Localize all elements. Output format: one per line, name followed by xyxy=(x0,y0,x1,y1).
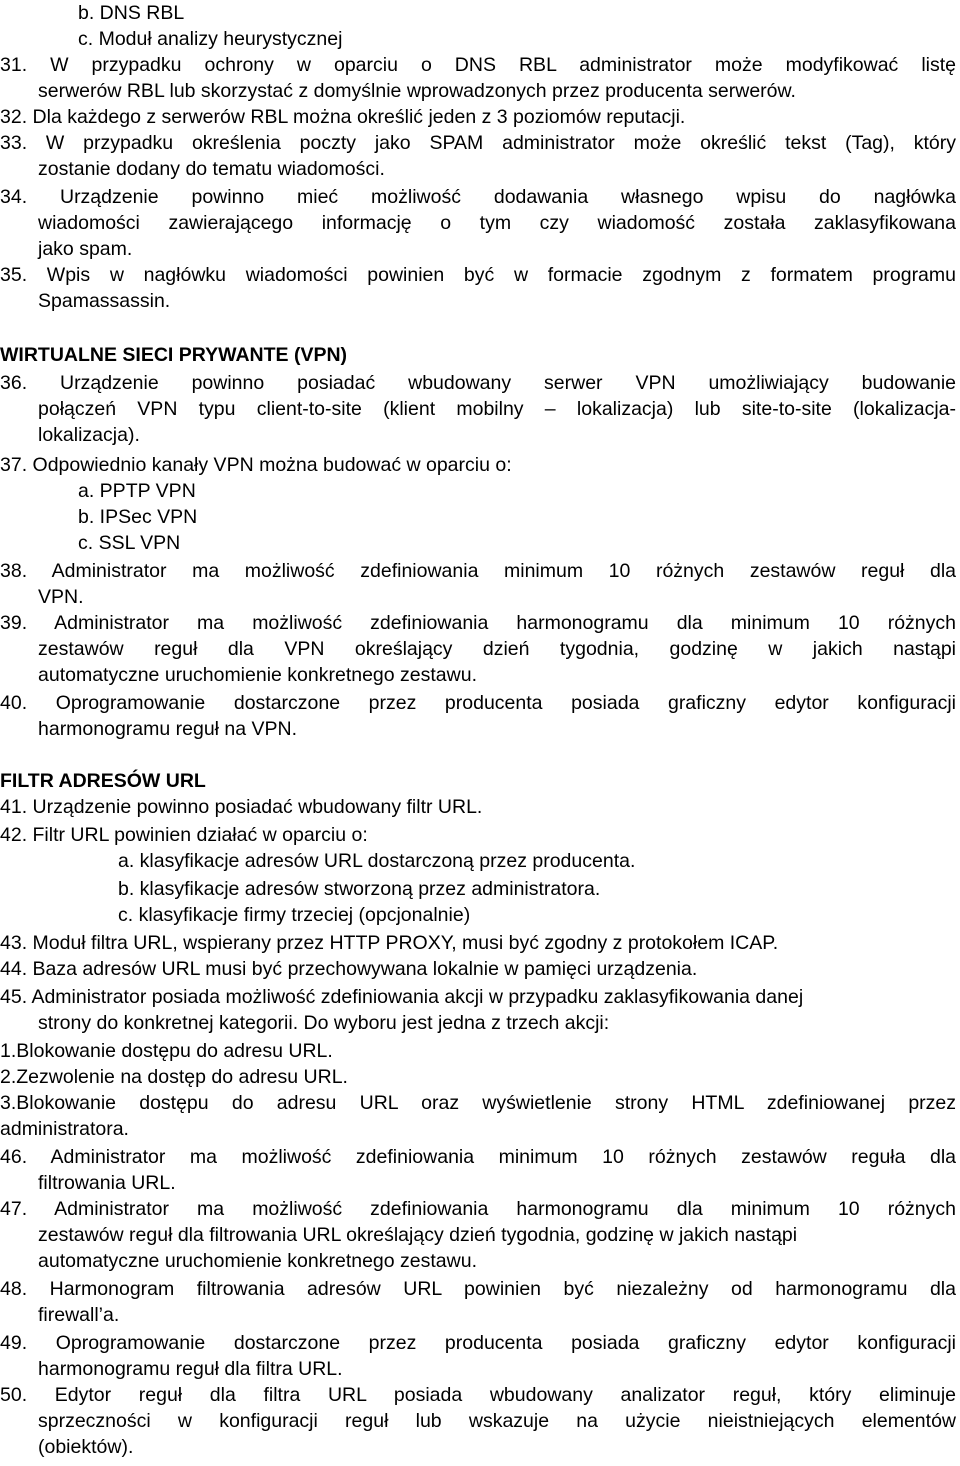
section-heading-vpn: WIRTUALNE SIECI PRYWANTE (VPN) xyxy=(0,344,348,366)
list-item: a. klasyfikacje adresów URL dostarczoną przez producenta. xyxy=(118,850,636,872)
list-item: 48. Harmonogram filtrowania adresów URL powinien być niezależny od harmonogramu dla xyxy=(0,1278,956,1300)
list-item: 35. Wpis w nagłówku wiadomości powinien być w formacie zgodnym z formatem programu xyxy=(0,264,956,286)
list-item: Spamassassin. xyxy=(38,290,171,312)
list-item: firewall’a. xyxy=(38,1304,120,1326)
list-item: VPN. xyxy=(38,586,84,608)
list-item: b. DNS RBL xyxy=(78,2,185,24)
list-item: zestawów reguł dla VPN określający dzień tygodnia, godzinę w jakich nastąpi xyxy=(38,638,956,660)
list-item: 31. W przypadku ochrony w oparciu o DNS RBL administrator może modyfikować listę xyxy=(0,54,956,76)
list-item: 38. Administrator ma możliwość zdefiniowania minimum 10 różnych zestawów reguł dla xyxy=(0,560,956,582)
list-item: harmonogramu reguł na VPN. xyxy=(38,718,298,740)
list-item: filtrowania URL. xyxy=(38,1172,176,1194)
list-item: c. klasyfikacje firmy trzeciej (opcjonalnie) xyxy=(118,904,471,926)
list-item: 33. W przypadku określenia poczty jako SPAM administrator może określić tekst (Tag), który xyxy=(0,132,956,154)
list-item: 36. Urządzenie powinno posiadać wbudowany serwer VPN umożliwiający budowanie xyxy=(0,372,956,394)
list-item: 2.Zezwolenie na dostęp do adresu URL. xyxy=(0,1066,348,1088)
list-item: 45. Administrator posiada możliwość zdefiniowania akcji w przypadku zaklasyfikowania danej xyxy=(0,986,804,1008)
list-item: c. Moduł analizy heurystycznej xyxy=(78,28,343,50)
list-item: 3.Blokowanie dostępu do adresu URL oraz wyświetlenie strony HTML zdefiniowanej przez xyxy=(0,1092,956,1114)
list-item: 37. Odpowiednio kanały VPN można budować w oparciu o: xyxy=(0,454,512,476)
list-item: a. PPTP VPN xyxy=(78,480,196,502)
list-item: 34. Urządzenie powinno mieć możliwość dodawania własnego wpisu do nagłówka xyxy=(0,186,956,208)
list-item: lokalizacja). xyxy=(38,424,140,446)
list-item: c. SSL VPN xyxy=(78,532,181,554)
list-item: 1.Blokowanie dostępu do adresu URL. xyxy=(0,1040,333,1062)
list-item: b. klasyfikacje adresów stworzoną przez administratora. xyxy=(118,878,601,900)
list-item: 49. Oprogramowanie dostarczone przez producenta posiada graficzny edytor konfiguracji xyxy=(0,1332,956,1354)
list-item: (obiektów). xyxy=(38,1436,134,1458)
list-item: administratora. xyxy=(0,1118,129,1140)
list-item: harmonogramu reguł dla filtra URL. xyxy=(38,1358,343,1380)
section-heading-url-filter: FILTR ADRESÓW URL xyxy=(0,770,206,792)
list-item: 42. Filtr URL powinien działać w oparciu o: xyxy=(0,824,368,846)
list-item: strony do konkretnej kategorii. Do wyboru jest jedna z trzech akcji: xyxy=(38,1012,610,1034)
list-item: połączeń VPN typu client-to-site (klient mobilny – lokalizacja) lub site-to-site (lokalizacja- xyxy=(38,398,956,420)
list-item: automatyczne uruchomienie konkretnego zestawu. xyxy=(38,1250,477,1272)
list-item: zostanie dodany do tematu wiadomości. xyxy=(38,158,385,180)
list-item: 39. Administrator ma możliwość zdefiniowania harmonogramu dla minimum 10 różnych xyxy=(0,612,956,634)
list-item: automatyczne uruchomienie konkretnego zestawu. xyxy=(38,664,477,686)
list-item: b. IPSec VPN xyxy=(78,506,198,528)
list-item: jako spam. xyxy=(38,238,133,260)
list-item: 40. Oprogramowanie dostarczone przez producenta posiada graficzny edytor konfiguracji xyxy=(0,692,956,714)
list-item: zestawów reguł dla filtrowania URL określający dzień tygodnia, godzinę w jakich nastąpi xyxy=(38,1224,798,1246)
list-item: serwerów RBL lub skorzystać z domyślnie wprowadzonych przez producenta serwerów. xyxy=(38,80,796,102)
list-item: sprzeczności w konfiguracji reguł lub wskazuje na użycie nieistniejących elementów xyxy=(38,1410,956,1432)
list-item: 44. Baza adresów URL musi być przechowywana lokalnie w pamięci urządzenia. xyxy=(0,958,698,980)
list-item: 47. Administrator ma możliwość zdefiniowania harmonogramu dla minimum 10 różnych xyxy=(0,1198,956,1220)
list-item: wiadomości zawierającego informację o tym czy wiadomość została zaklasyfikowana xyxy=(38,212,956,234)
list-item: 46. Administrator ma możliwość zdefiniowania minimum 10 różnych zestawów reguła dla xyxy=(0,1146,956,1168)
list-item: 41. Urządzenie powinno posiadać wbudowany filtr URL. xyxy=(0,796,483,818)
list-item: 50. Edytor reguł dla filtra URL posiada wbudowany analizator reguł, który eliminuje xyxy=(0,1384,956,1406)
list-item: 43. Moduł filtra URL, wspierany przez HTTP PROXY, musi być zgodny z protokołem ICAP. xyxy=(0,932,779,954)
list-item: 32. Dla każdego z serwerów RBL można określić jeden z 3 poziomów reputacji. xyxy=(0,106,686,128)
